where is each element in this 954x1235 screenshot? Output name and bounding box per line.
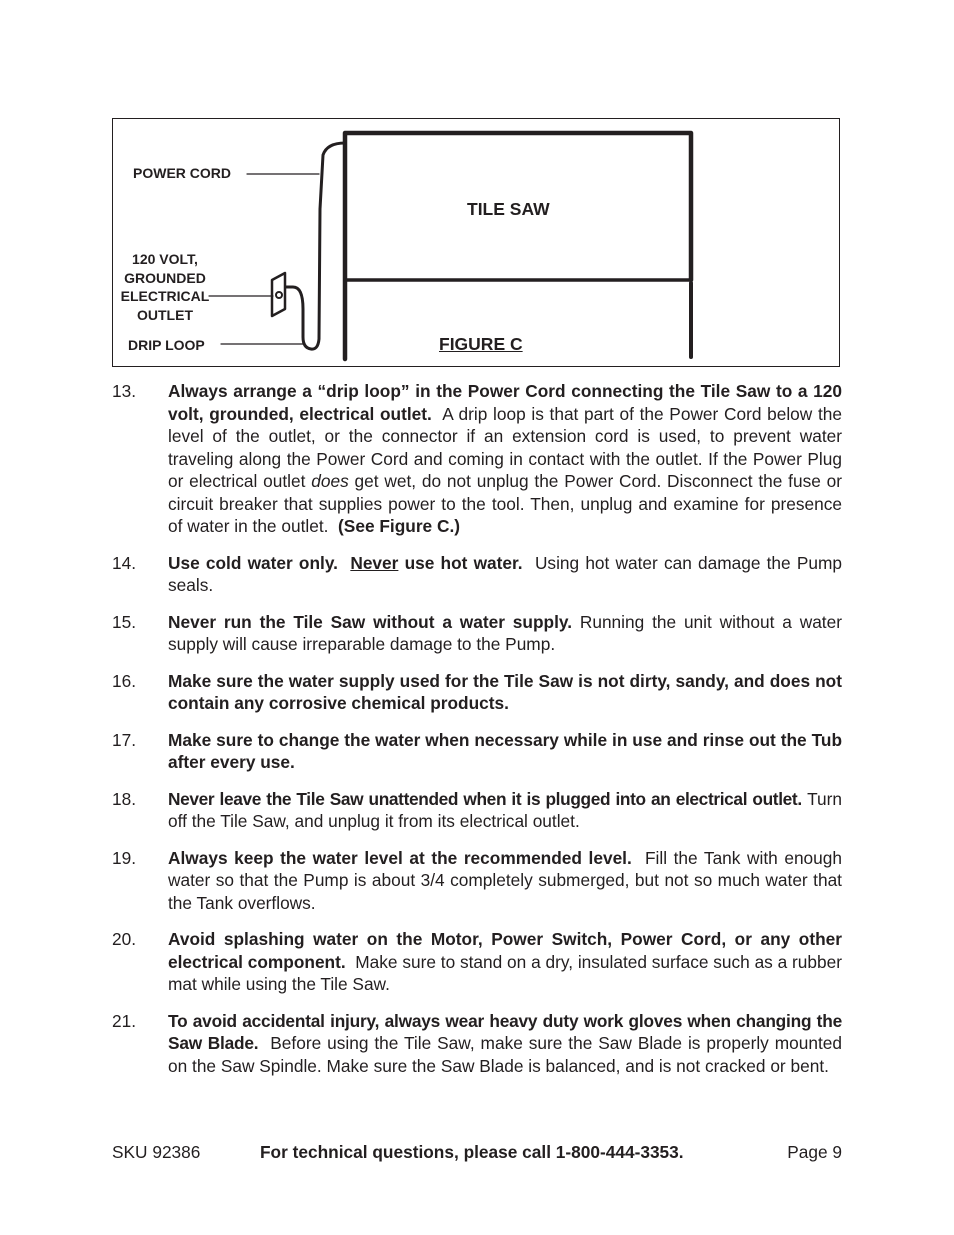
- item-body-text: Make sure to stand on a dry, insulated surface such as a rubber mat while using the Tile Saw.: [168, 951, 842, 994]
- drip-loop-label: DRIP LOOP: [128, 337, 205, 353]
- item-body-text: Before using the Tile Saw, make sure the Saw Blade is properly mounted on the Saw Spindle. Make sure the Saw Blade is balanced, and is not cracked or bent.: [168, 1033, 842, 1076]
- item-body-text: Using hot water can damage the Pump seals.: [168, 552, 842, 595]
- item-number: 14.: [112, 552, 137, 573]
- page-number: Page 9: [787, 1142, 842, 1162]
- item-number: 16.: [112, 670, 137, 691]
- technical-support-phone: For technical questions, please call 1-800-444-3353.: [260, 1142, 684, 1162]
- sku-number: SKU 92386: [112, 1142, 201, 1162]
- item-number: 13.: [112, 381, 137, 401]
- list-item: [112, 670, 842, 715]
- figure-c: [112, 118, 840, 367]
- item-text: [168, 380, 842, 538]
- item-body-text: get wet, do not unplug the Power Cord. Disconnect the fuse or circuit breaker that supplies power to the tool. Then, unplug and examine for presence of water in the outlet.: [168, 471, 842, 536]
- item-bold-text: Make sure the water supply used for the Tile Saw is not dirty, sandy, and does not contain any corrosive chemical products.: [168, 670, 842, 713]
- list-item: [112, 788, 842, 833]
- list-item: [112, 1010, 842, 1078]
- item-bold-text: To avoid accidental injury, always wear heavy duty work gloves when changing the Saw Blade.: [168, 1010, 842, 1053]
- page-footer: [112, 1141, 842, 1165]
- item-bold-text: Use cold water only.: [168, 552, 338, 573]
- outlet-icon: [272, 273, 285, 316]
- item-bold-text: Always arrange a “drip loop” in the Power Cord connecting the Tile Saw to a 120 volt, grounded, electrical outlet.: [168, 381, 842, 424]
- outlet-label-line: ELECTRICAL: [120, 288, 210, 304]
- item-body-text: Turn off the Tile Saw, and unplug it from its electrical outlet.: [168, 788, 842, 831]
- item-body-text: Fill the Tank with enough water so that the Pump is about 3/4 completely submerged, but not so much water that the Tank overflows.: [168, 847, 842, 913]
- item-number: 15.: [112, 611, 137, 632]
- item-bold-text: use hot water.: [404, 552, 523, 573]
- item-underlined-text: Never: [350, 552, 399, 573]
- item-text: [168, 847, 842, 915]
- list-item: [112, 552, 842, 597]
- item-bold-text: Avoid splashing water on the Motor, Power Switch, Power Cord, or any other electrical component.: [168, 929, 842, 972]
- item-text: [168, 670, 842, 715]
- item-number: 18.: [112, 788, 137, 809]
- item-text: [168, 788, 842, 833]
- item-bold-text: (See Figure C.): [338, 516, 460, 536]
- item-body-text: A drip loop is that part of the Power Cord below the level of the outlet, or the connector if an extension cord is used, to prevent water traveling along the Power Cord and coming in contact with the outlet. If the Power Plug or electrical outlet: [168, 403, 842, 491]
- figure-caption: FIGURE C: [439, 334, 523, 354]
- outlet-label-line: OUTLET: [137, 306, 193, 323]
- list-item: [112, 611, 842, 656]
- tile-saw-diagram: [113, 119, 841, 368]
- list-item: [112, 928, 842, 996]
- item-text: [168, 611, 842, 656]
- item-bold-text: Make sure to change the water when necessary while in use and rinse out the Tub after every use.: [168, 729, 842, 772]
- outlet-label-line: GROUNDED: [124, 269, 206, 286]
- list-item: [112, 380, 842, 538]
- safety-instructions-list: [112, 380, 842, 1091]
- item-italic-text: does: [311, 471, 349, 491]
- item-bold-text: Never run the Tile Saw without a water supply.: [168, 611, 572, 632]
- item-body-text: Running the unit without a water supply will cause irreparable damage to the Pump.: [168, 611, 842, 654]
- item-number: 20.: [112, 929, 137, 949]
- list-item: [112, 847, 842, 915]
- power-cord-label: POWER CORD: [133, 165, 231, 181]
- item-bold-text: Always keep the water level at the recommended level.: [168, 847, 632, 868]
- outlet-label: [113, 250, 217, 324]
- item-text: [168, 928, 842, 996]
- item-number: 19.: [112, 847, 137, 868]
- item-text: [168, 729, 842, 774]
- saw-body-outline: [345, 133, 691, 359]
- outlet-label-line: 120 VOLT,: [132, 251, 198, 267]
- item-bold-text: Never leave the Tile Saw unattended when it is plugged into an electrical outlet.: [168, 788, 802, 809]
- item-text: [168, 552, 842, 597]
- item-text: [168, 1010, 842, 1078]
- item-number: 17.: [112, 729, 137, 750]
- item-number: 21.: [112, 1010, 137, 1031]
- tile-saw-label: TILE SAW: [467, 199, 550, 219]
- list-item: [112, 729, 842, 774]
